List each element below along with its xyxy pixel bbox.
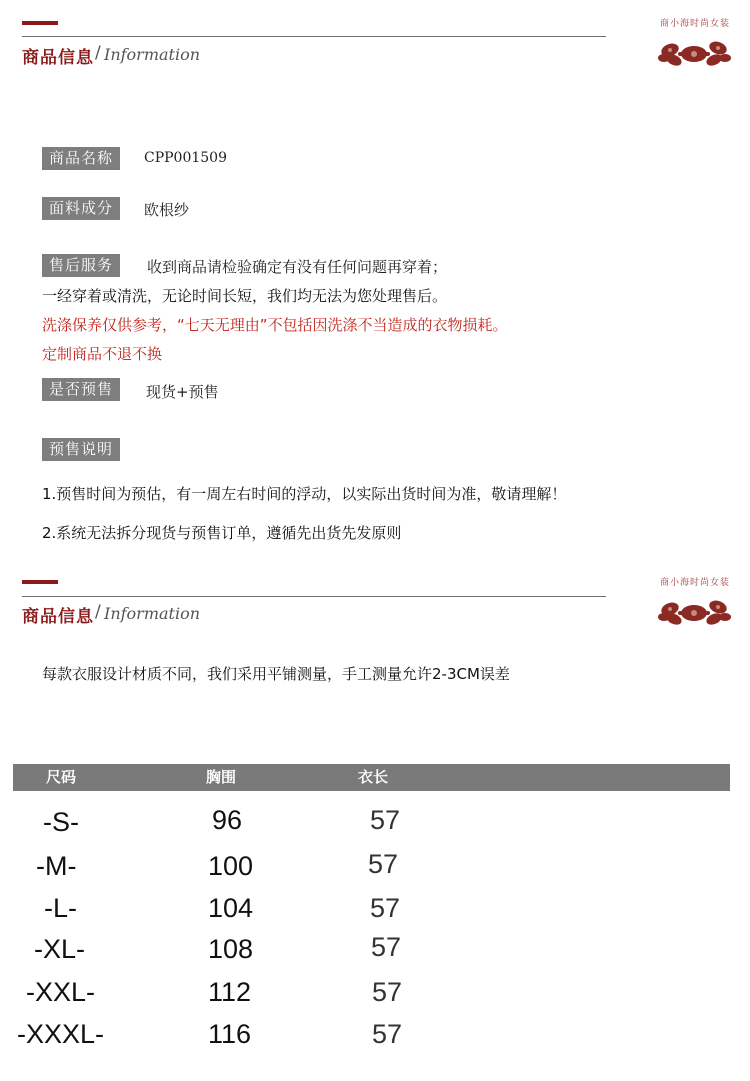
size-cell: -XXL-	[26, 977, 96, 1007]
bust-cell: 100	[208, 851, 254, 881]
section-title: 商品信息	[22, 607, 94, 627]
section-subtitle: Information	[104, 45, 201, 64]
label-product-name: 商品名称	[42, 147, 120, 170]
fabric-value: 欧根纱	[144, 201, 190, 219]
label-presale-note: 预售说明	[42, 438, 120, 461]
presale-value: 现货+预售	[146, 383, 219, 401]
brand-seal-logo	[652, 16, 738, 68]
flower-knot-icon	[652, 575, 738, 627]
section-divider	[22, 596, 606, 597]
section-subtitle: Information	[104, 604, 201, 623]
length-cell: 57	[372, 1019, 403, 1049]
section-accent-bar	[22, 580, 58, 584]
length-cell: 57	[371, 932, 402, 962]
seal-text: 商小海时尚女装	[659, 19, 730, 29]
header-length: 衣长	[358, 768, 389, 786]
length-cell: 57	[370, 893, 401, 923]
section-title: 商品信息	[22, 48, 94, 68]
length-cell: 57	[370, 805, 401, 835]
bust-cell: 96	[212, 805, 243, 835]
size-cell: -XL-	[34, 934, 86, 964]
size-cell: -L-	[44, 893, 77, 923]
label-fabric: 面料成分	[42, 197, 120, 220]
section-slash: /	[95, 602, 101, 622]
bust-cell: 116	[208, 1019, 252, 1049]
header-size: 尺码	[46, 768, 77, 786]
label-presale: 是否预售	[42, 378, 120, 401]
bust-cell: 104	[208, 893, 254, 923]
bust-cell: 112	[208, 977, 252, 1007]
size-cell: -S-	[43, 807, 79, 837]
size-cell: -M-	[36, 851, 77, 881]
seal-text: 商小海时尚女装	[659, 578, 730, 588]
measurement-note: 每款衣服设计材质不同，我们采用平铺测量，手工测量允许2-3CM误差	[42, 665, 510, 683]
section-divider	[22, 36, 606, 37]
after-sales-line-2: 一经穿着或清洗，无论时间长短，我们均无法为您处理售后。	[42, 287, 448, 305]
brand-seal-logo	[652, 575, 738, 627]
presale-note-line-2: 2.系统无法拆分现货与预售订单，遵循先出货先发原则	[42, 524, 402, 542]
wash-care-warning: 洗涤保养仅供参考，“七天无理由”不包括因洗涤不当造成的衣物损耗。	[42, 316, 508, 334]
custom-no-return-warning: 定制商品不退不换	[42, 345, 163, 363]
flower-knot-icon	[652, 16, 738, 68]
after-sales-line-1: 收到商品请检验确定有没有任何问题再穿着；	[147, 258, 448, 276]
section-accent-bar	[22, 21, 58, 25]
header-bust: 胸围	[206, 768, 237, 786]
length-cell: 57	[372, 977, 403, 1007]
bust-cell: 108	[208, 934, 254, 964]
size-cell: -XXXL-	[17, 1019, 105, 1049]
product-code: CPP001509	[144, 150, 227, 166]
section-slash: /	[95, 43, 101, 63]
label-after-sales: 售后服务	[42, 254, 120, 277]
length-cell: 57	[368, 849, 399, 879]
presale-note-line-1: 1.预售时间为预估，有一周左右时间的浮动，以实际出货时间为准，敬请理解！	[42, 485, 567, 503]
